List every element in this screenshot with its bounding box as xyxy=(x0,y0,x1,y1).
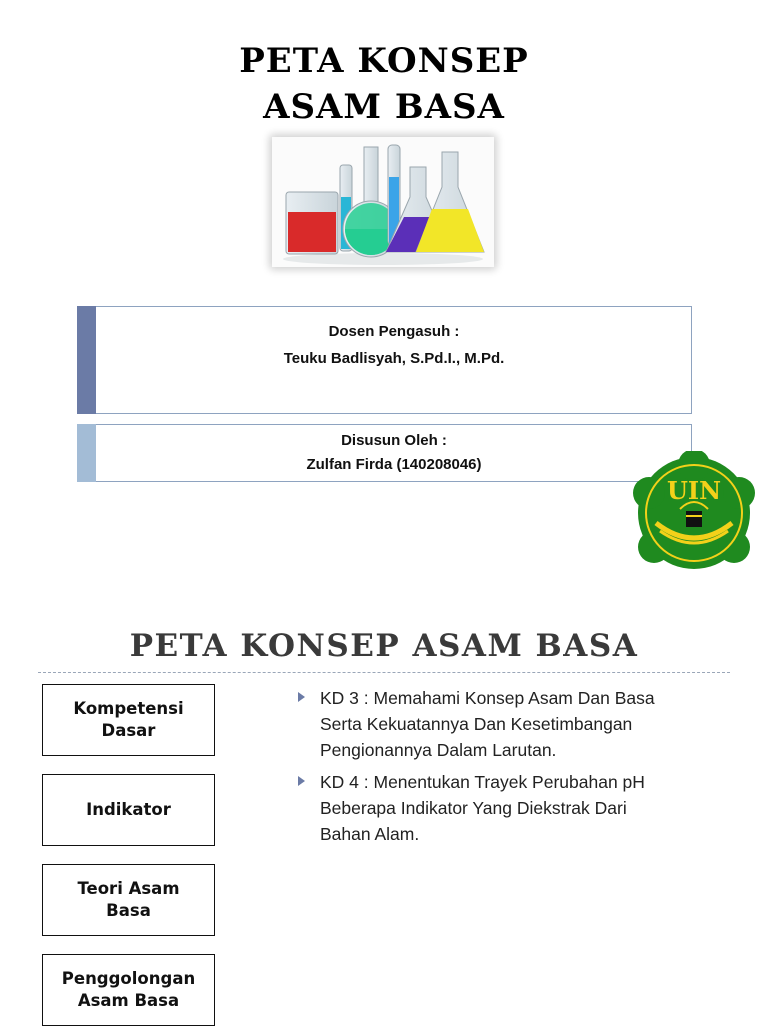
indikator-button[interactable] xyxy=(42,774,215,846)
kompetensi-dasar-button[interactable] xyxy=(42,684,215,756)
penggolongan-asam-basa-button[interactable] xyxy=(42,954,215,1026)
kd-bullet-list xyxy=(296,685,656,853)
lecturer-label: Dosen Pengasuh : xyxy=(328,323,460,340)
logo-uin-text: UIN xyxy=(666,476,722,505)
bullet-arrow-icon xyxy=(298,692,305,702)
slide-title xyxy=(0,38,768,130)
lecturer-name: Teuku Badlisyah, S.Pd.I., M.Pd. xyxy=(283,350,505,367)
teori-asam-basa-label: Teori Asam Basa xyxy=(77,879,180,920)
uin-ar-raniry-logo xyxy=(626,451,762,575)
author-name: Zulfan Firda (140208046) xyxy=(306,456,482,473)
bullet-text-kd3: KD 3 : Memahami Konsep Asam Dan Basa Serta Kekuatannya Dan Kesetimbangan Pengionannya Dalam Larutan. xyxy=(320,688,655,760)
indikator-label: Indikator xyxy=(86,800,171,819)
slide2-title: PETA KONSEP ASAM BASA xyxy=(129,628,639,664)
author-box xyxy=(77,424,692,482)
slide-title-line2: ASAM BASA xyxy=(263,87,505,127)
concept-map-slide xyxy=(0,590,768,1024)
lab-glassware-image xyxy=(272,137,494,267)
list-item xyxy=(296,685,656,763)
lab-flasks-illustration xyxy=(272,137,494,267)
teori-asam-basa-button[interactable] xyxy=(42,864,215,936)
kompetensi-dasar-label: Kompetensi Dasar xyxy=(73,699,184,740)
author-label: Disusun Oleh : xyxy=(341,432,447,449)
lecturer-box-accent-bar xyxy=(77,306,96,414)
bullet-arrow-icon xyxy=(298,776,305,786)
slide-title-line1: PETA KONSEP xyxy=(239,41,529,81)
penggolongan-asam-basa-label: Penggolongan Asam Basa xyxy=(61,969,196,1010)
lecturer-box xyxy=(77,306,692,414)
bullet-text-kd4: KD 4 : Menentukan Trayek Perubahan pH Beberapa Indikator Yang Diekstrak Dari Bahan Alam. xyxy=(320,772,645,844)
title-divider xyxy=(38,672,730,673)
list-item xyxy=(296,769,656,847)
author-box-accent-bar xyxy=(77,424,96,482)
